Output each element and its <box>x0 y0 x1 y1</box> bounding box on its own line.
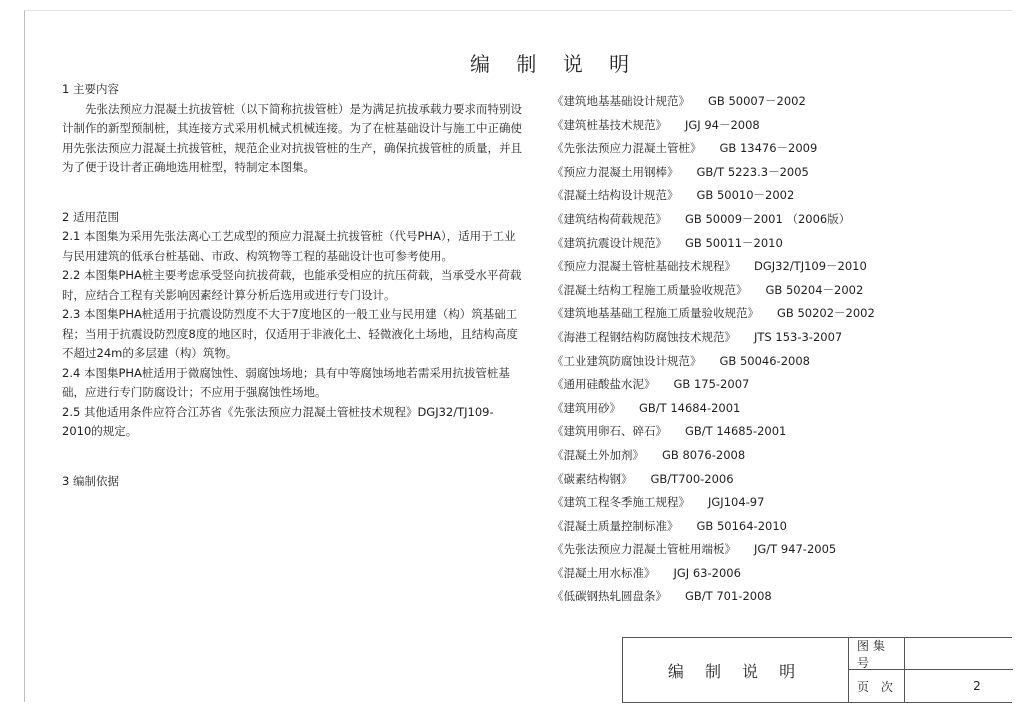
reference-name: 《低碳钢热轧圆盘条》 <box>552 589 667 604</box>
section-1-paragraph: 先张法预应力混凝土抗拔管桩（以下简称抗拔管桩）是为满足抗拔承载力要求而特别设计制作的新型预制桩，其连接方式采用机械式机械连接。为了在桩基础设计与施工中正确使用先张法预应力混凝土抗拔管桩，规范企业对抗拔管桩的生产，确保抗拔管桩的质量，并且为了便于设计者正确地选用桩型，特制定本图集。 <box>62 101 522 174</box>
reference-item <box>552 90 1012 114</box>
reference-item <box>552 161 1012 185</box>
reference-item <box>552 373 1012 397</box>
reference-name: 《建筑桩基技术规范》 <box>552 117 667 132</box>
reference-name: 《碳素结构钢》 <box>552 471 633 486</box>
atlas-number-row <box>849 638 1013 670</box>
reference-item <box>552 420 1012 444</box>
reference-code: GB 50009－2001 （2006版） <box>685 211 851 226</box>
reference-name: 《建筑用卵石、碎石》 <box>552 424 667 439</box>
reference-list <box>552 90 1012 609</box>
reference-name: 《预应力混凝土用钢棒》 <box>552 164 679 179</box>
reference-name: 《建筑用砂》 <box>552 400 621 415</box>
reference-code: GB/T 5223.3－2005 <box>696 164 809 179</box>
reference-item <box>552 397 1012 421</box>
reference-item <box>552 232 1012 256</box>
left-column <box>62 80 522 491</box>
reference-name: 《混凝土质量控制标准》 <box>552 518 679 533</box>
section-heading-1: 1 主要内容 <box>62 82 119 96</box>
section-heading-3: 3 编制依据 <box>62 473 119 488</box>
clause-2-5: 2.5 其他适用条件应符合江苏省《先张法预应力混凝土管桩技术规程》DGJ32/TJ109-2010的规定。 <box>62 404 494 438</box>
reference-name: 《建筑结构荷载规范》 <box>552 211 667 226</box>
reference-code: GB/T700-2006 <box>650 471 734 486</box>
title-block-fields <box>849 638 1013 702</box>
reference-name: 《工业建筑防腐蚀设计规范》 <box>552 353 702 368</box>
atlas-number-label: 图集号 <box>849 638 905 669</box>
reference-name: 《混凝土结构设计规范》 <box>552 188 679 203</box>
clause-2-1: 2.1 本图集为采用先张法离心工艺成型的预应力混凝土抗拔管桩（代号PHA），适用于工业与民用建筑的低承台桩基础、市政、构筑物等工程的基础设计也可参考使用。 <box>62 229 516 263</box>
reference-name: 《混凝土外加剂》 <box>552 447 644 462</box>
reference-item <box>552 302 1012 326</box>
page-title: 编 制 说 明 <box>470 52 640 76</box>
reference-name: 《混凝土结构工程施工质量验收规范》 <box>552 282 748 297</box>
reference-code: GB/T 701-2008 <box>685 589 772 604</box>
reference-name: 《建筑抗震设计规范》 <box>552 235 667 250</box>
page-number-label: 页 次 <box>849 670 905 702</box>
clause-2-2: 2.2 本图集PHA桩主要考虑承受竖向抗拔荷载，也能承受相应的抗压荷载，当承受水平荷载时，应结合工程有关影响因素经计算分析后选用或进行专门设计。 <box>62 268 522 302</box>
section-heading-2: 2 适用范围 <box>62 209 119 224</box>
reference-code: JGJ 63-2006 <box>673 565 741 580</box>
reference-item <box>552 114 1012 138</box>
reference-code: DGJ32/TJ109－2010 <box>754 259 867 274</box>
reference-code: GB 175-2007 <box>673 377 750 392</box>
reference-item <box>552 184 1012 208</box>
reference-code: GB 50164-2010 <box>696 518 787 533</box>
reference-code: JGJ104-97 <box>708 495 765 510</box>
reference-item <box>552 468 1012 492</box>
reference-code: JTS 153-3-2007 <box>754 329 843 344</box>
reference-item <box>552 562 1012 586</box>
reference-item <box>552 538 1012 562</box>
reference-code: JGJ 94－2008 <box>685 117 760 132</box>
reference-code: GB 8076-2008 <box>662 447 746 462</box>
reference-name: 《通用硅酸盐水泥》 <box>552 377 656 392</box>
reference-code: GB 50202－2002 <box>777 306 875 321</box>
reference-name: 《海港工程钢结构防腐蚀技术规范》 <box>552 329 736 344</box>
reference-item <box>552 326 1012 350</box>
reference-code: GB 50010－2002 <box>696 188 795 203</box>
reference-name: 《建筑地基基础设计规范》 <box>552 94 690 108</box>
reference-name: 《预应力混凝土管桩基础技术规程》 <box>552 259 736 274</box>
reference-name: 《先张法预应力混凝土管桩》 <box>552 141 702 156</box>
reference-item <box>552 491 1012 515</box>
page-number-row <box>849 670 1013 702</box>
reference-name: 《建筑地基基础工程施工质量验收规范》 <box>552 306 759 321</box>
reference-item <box>552 515 1012 539</box>
clause-2-4: 2.4 本图集PHA桩适用于微腐蚀性、弱腐蚀场地；具有中等腐蚀场地若需采用抗拔管桩基础，应进行专门防腐设计；不应用于强腐蚀性场地。 <box>62 365 510 399</box>
title-block-title: 编 制 说 明 <box>623 638 849 702</box>
reference-name: 《先张法预应力混凝土管桩用端板》 <box>552 542 736 557</box>
reference-item <box>552 585 1012 609</box>
title-block <box>622 637 1012 703</box>
reference-code: GB 50046-2008 <box>719 353 810 368</box>
reference-item <box>552 208 1012 232</box>
reference-code: JG/T 947-2005 <box>754 542 837 557</box>
clause-2-3: 2.3 本图集PHA桩适用于抗震设防烈度不大于7度地区的一般工业与民用建（构）筑基础工程；当用于抗震设防烈度8度的地区时，仅适用于非液化土、轻微液化土场地，且结构高度不超过24m的多层建（构）筑物。 <box>62 307 518 360</box>
reference-code: GB/T 14684-2001 <box>639 400 741 415</box>
reference-code: GB 13476－2009 <box>719 141 818 156</box>
reference-item <box>552 279 1012 303</box>
reference-code: GB 50007－2002 <box>708 94 806 108</box>
reference-name: 《建筑工程冬季施工规程》 <box>552 495 690 510</box>
reference-item <box>552 444 1012 468</box>
reference-item <box>552 350 1012 374</box>
reference-item <box>552 137 1012 161</box>
reference-name: 《混凝土用水标准》 <box>552 565 656 580</box>
page-number-value: 2 <box>973 679 981 693</box>
reference-code: GB 50011－2010 <box>685 235 783 250</box>
reference-code: GB/T 14685-2001 <box>685 424 787 439</box>
reference-item <box>552 255 1012 279</box>
reference-code: GB 50204－2002 <box>765 282 864 297</box>
